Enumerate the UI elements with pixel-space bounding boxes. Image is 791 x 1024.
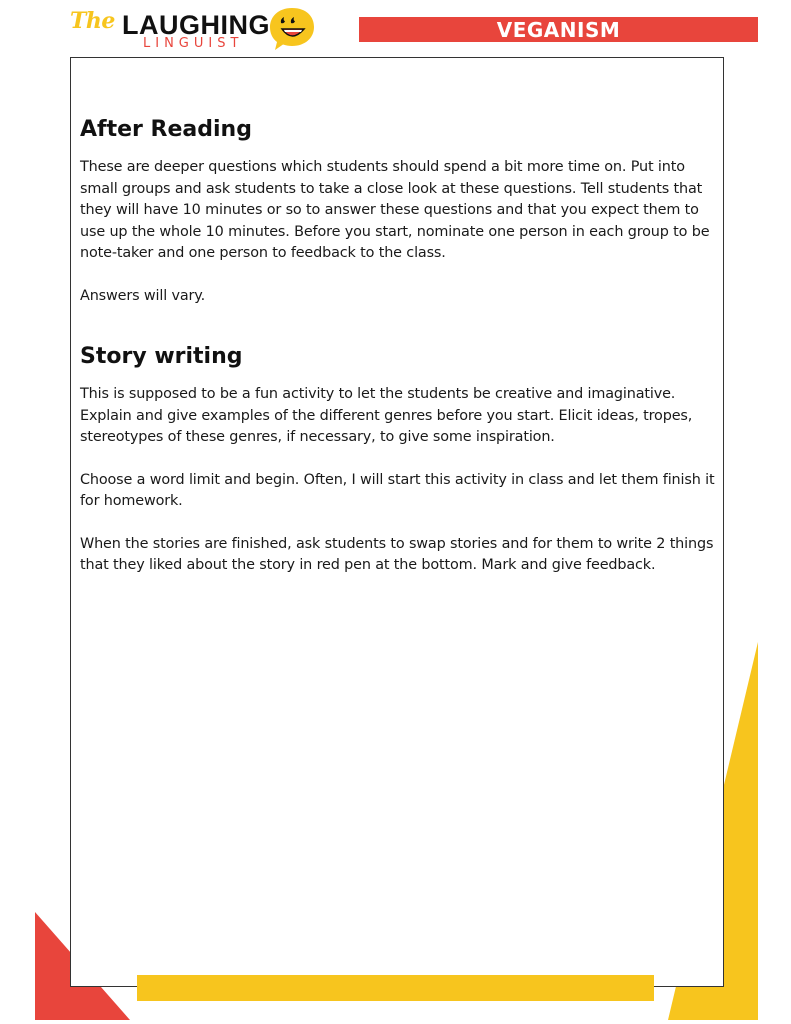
logo <box>70 5 320 53</box>
section-after-reading <box>80 112 720 307</box>
logo-the-text: The <box>70 8 115 34</box>
document-body <box>80 112 720 577</box>
paragraph: When the stories are finished, ask students to swap stories and for them to write 2 things that they liked about the story in red pen at the bottom. Mark and give feedback. <box>80 535 714 573</box>
section-heading: Story writing <box>80 344 243 369</box>
topic-banner: VEGANISM <box>359 17 758 42</box>
section-story-writing <box>80 339 720 577</box>
paragraph: These are deeper questions which students should spend a bit more time on. Put into small groups and ask students to take a close look at these questions. Tell students that they will have 10 minutes or so to answer these questions and that you expect them to use up the whole 10 minutes. Before you start, nominate one person in each group to be note-taker and one person to feedback to the class. <box>80 159 710 261</box>
logo-laughing-text: LAUGHING <box>122 10 270 40</box>
paragraph: Choose a word limit and begin. Often, I will start this activity in class and let them finish it for homework. <box>80 471 715 509</box>
laughing-speech-bubble-icon <box>267 5 317 53</box>
bottom-yellow-bar <box>137 975 654 1001</box>
logo-linguist-text: LINGUIST <box>143 36 244 51</box>
paragraph: This is supposed to be a fun activity to let the students be creative and imaginative. Explain and give examples of the different genres before you start. Elicit ideas, tropes, stereotypes of these genres, if necessary, to give some inspiration. <box>80 386 693 445</box>
paragraph: Answers will vary. <box>80 287 206 304</box>
section-heading: After Reading <box>80 117 252 142</box>
